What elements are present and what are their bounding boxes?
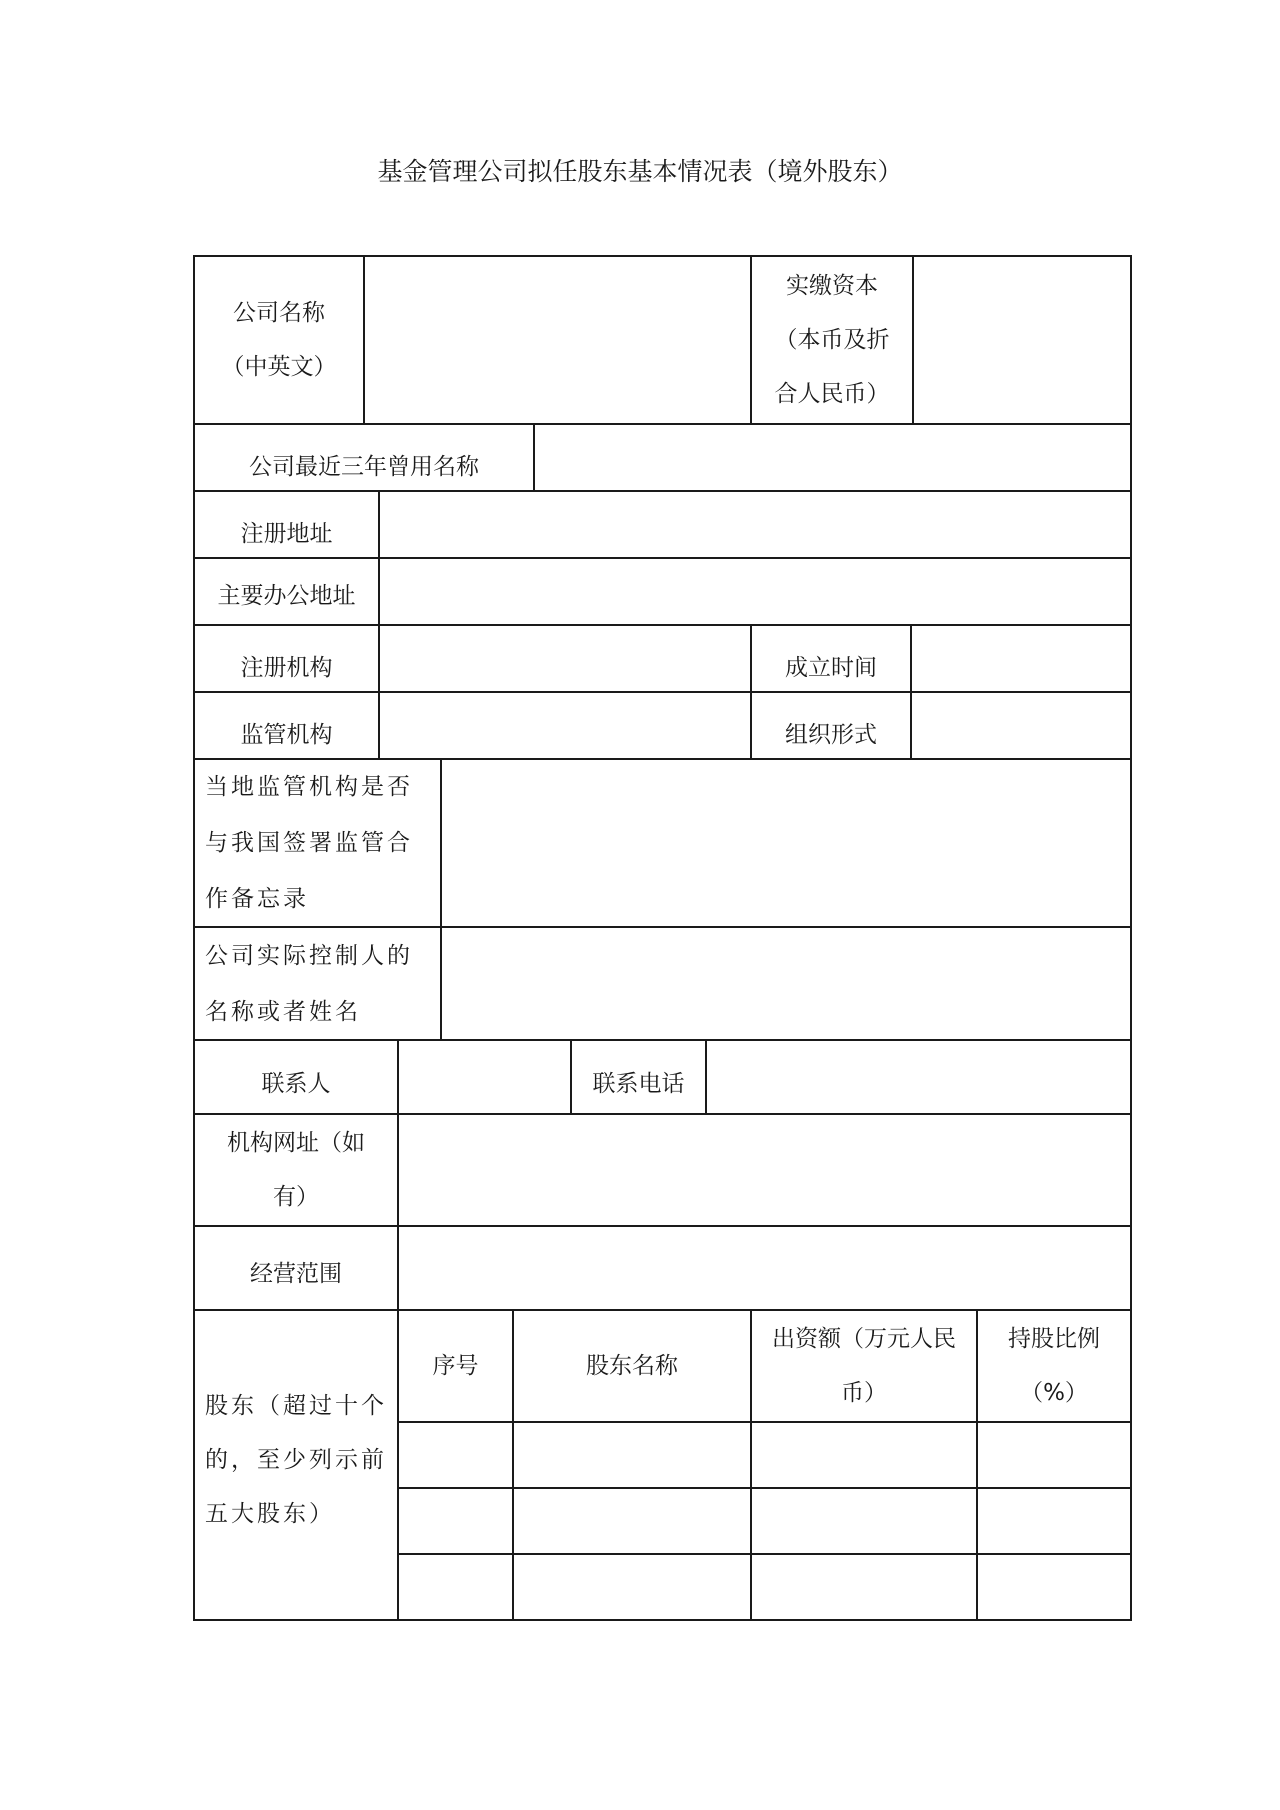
input-former-names[interactable]	[535, 425, 1130, 490]
label-regulator: 监管机构	[240, 721, 333, 748]
label-website: 机构网址（如有）	[227, 1130, 365, 1210]
label-shareholders: 股东（超过十个的，至少列示前五大股东）	[205, 1393, 387, 1527]
label-registered-address: 注册地址	[240, 520, 333, 547]
input-contact-person[interactable]	[399, 1041, 570, 1113]
input-mou[interactable]	[442, 760, 1130, 926]
label-contact-person: 联系人	[261, 1071, 331, 1097]
input-registered-address[interactable]	[380, 492, 1130, 557]
label-former-names: 公司最近三年曾用名称	[249, 453, 479, 480]
input-registration-authority[interactable]	[380, 626, 750, 691]
header-shareholder-name: 股东名称	[586, 1353, 678, 1379]
label-business-scope: 经营范围	[250, 1261, 342, 1287]
input-established-time[interactable]	[912, 626, 1130, 691]
input-office-address[interactable]	[380, 559, 1130, 624]
label-actual-controller: 公司实际控制人的名称或者姓名	[205, 942, 413, 1025]
input-regulator[interactable]	[380, 693, 750, 758]
label-organization-form: 组织形式	[785, 721, 877, 748]
label-registration-authority: 注册机构	[240, 654, 333, 681]
input-actual-controller[interactable]	[442, 928, 1130, 1039]
header-capital-amount: 出资额（万元人民币）	[772, 1326, 956, 1406]
page-title: 基金管理公司拟任股东基本情况表（境外股东）	[377, 157, 903, 186]
input-paid-capital[interactable]	[914, 257, 1130, 423]
label-company-name: 公司名称（中英文）	[221, 300, 337, 380]
label-office-address: 主要办公地址	[217, 582, 356, 609]
label-established-time: 成立时间	[785, 654, 877, 681]
header-serial-number: 序号	[432, 1353, 479, 1379]
header-shareholding-ratio: 持股比例（%）	[1008, 1326, 1100, 1406]
input-website[interactable]	[399, 1115, 1130, 1225]
input-business-scope[interactable]	[399, 1227, 1130, 1309]
label-paid-capital: 实缴资本（本币及折合人民币）	[774, 273, 890, 407]
input-contact-phone[interactable]	[707, 1041, 1130, 1113]
input-organization-form[interactable]	[912, 693, 1130, 758]
input-company-name[interactable]	[365, 257, 750, 423]
label-mou: 当地监管机构是否与我国签署监管合作备忘录	[205, 774, 413, 912]
label-contact-phone: 联系电话	[592, 1071, 685, 1097]
